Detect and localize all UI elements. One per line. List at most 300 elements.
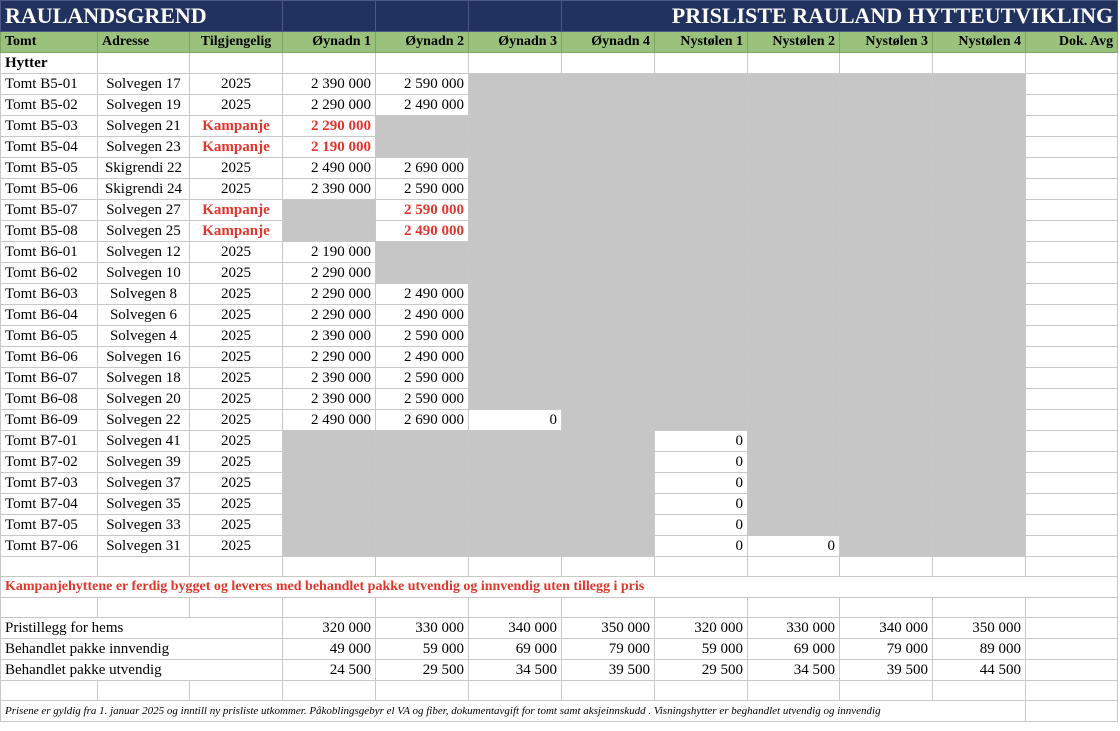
price-cell[interactable] xyxy=(283,200,376,221)
address-cell[interactable]: Solvegen 39 xyxy=(98,452,190,473)
price-cell[interactable] xyxy=(376,494,469,515)
lot-cell[interactable]: Tomt B5-06 xyxy=(1,179,98,200)
price-cell[interactable] xyxy=(562,137,655,158)
price-cell[interactable]: 2 390 000 xyxy=(283,389,376,410)
dok-avg-cell[interactable] xyxy=(1026,515,1118,536)
price-cell[interactable] xyxy=(840,179,933,200)
price-cell[interactable] xyxy=(655,326,748,347)
addon-price-cell[interactable]: 89 000 xyxy=(933,639,1026,660)
availability-cell[interactable]: 2025 xyxy=(190,410,283,431)
price-cell[interactable] xyxy=(933,494,1026,515)
price-cell[interactable] xyxy=(840,515,933,536)
price-cell[interactable] xyxy=(469,368,562,389)
column-header[interactable]: Tomt xyxy=(1,32,98,53)
addon-price-cell[interactable]: 59 000 xyxy=(376,639,469,660)
empty-cell[interactable] xyxy=(98,681,190,701)
availability-cell[interactable]: 2025 xyxy=(190,431,283,452)
price-cell[interactable] xyxy=(562,158,655,179)
availability-cell[interactable]: Kampanje xyxy=(190,137,283,158)
availability-cell[interactable]: 2025 xyxy=(190,284,283,305)
price-cell[interactable] xyxy=(748,389,840,410)
price-cell[interactable] xyxy=(283,515,376,536)
empty-cell[interactable] xyxy=(562,598,655,618)
price-cell[interactable] xyxy=(469,305,562,326)
price-cell[interactable] xyxy=(840,284,933,305)
price-cell[interactable]: 2 490 000 xyxy=(376,95,469,116)
empty-cell[interactable] xyxy=(469,598,562,618)
lot-cell[interactable]: Tomt B6-04 xyxy=(1,305,98,326)
price-cell[interactable] xyxy=(655,368,748,389)
dok-avg-cell[interactable] xyxy=(1026,74,1118,95)
price-cell[interactable]: 2 390 000 xyxy=(283,74,376,95)
price-cell[interactable] xyxy=(748,515,840,536)
lot-cell[interactable]: Tomt B7-06 xyxy=(1,536,98,557)
address-cell[interactable]: Skigrendi 24 xyxy=(98,179,190,200)
addon-price-cell[interactable]: 350 000 xyxy=(562,618,655,639)
availability-cell[interactable]: 2025 xyxy=(190,74,283,95)
dok-avg-cell[interactable] xyxy=(1026,326,1118,347)
column-header[interactable]: Dok. Avg xyxy=(1026,32,1118,53)
empty-cell[interactable] xyxy=(748,681,840,701)
lot-cell[interactable]: Tomt B5-03 xyxy=(1,116,98,137)
price-cell[interactable] xyxy=(655,284,748,305)
price-cell[interactable] xyxy=(376,242,469,263)
price-cell[interactable]: 2 490 000 xyxy=(376,347,469,368)
empty-cell[interactable] xyxy=(840,598,933,618)
price-cell[interactable] xyxy=(562,305,655,326)
price-cell[interactable] xyxy=(748,116,840,137)
availability-cell[interactable]: 2025 xyxy=(190,95,283,116)
price-cell[interactable] xyxy=(748,221,840,242)
price-cell[interactable] xyxy=(469,74,562,95)
addon-price-cell[interactable]: 320 000 xyxy=(283,618,376,639)
lot-cell[interactable]: Tomt B5-04 xyxy=(1,137,98,158)
price-cell[interactable] xyxy=(840,137,933,158)
price-cell[interactable]: 2 490 000 xyxy=(376,221,469,242)
price-cell[interactable] xyxy=(840,263,933,284)
empty-cell[interactable] xyxy=(1026,681,1118,701)
empty-cell[interactable] xyxy=(283,598,376,618)
dok-avg-cell[interactable] xyxy=(1026,431,1118,452)
price-cell[interactable] xyxy=(562,221,655,242)
addon-label[interactable]: Pristillegg for hems xyxy=(1,618,283,639)
price-cell[interactable] xyxy=(469,284,562,305)
dok-avg-cell[interactable] xyxy=(1026,410,1118,431)
address-cell[interactable]: Solvegen 4 xyxy=(98,326,190,347)
price-cell[interactable] xyxy=(655,116,748,137)
price-cell[interactable]: 2 590 000 xyxy=(376,200,469,221)
price-cell[interactable] xyxy=(840,494,933,515)
address-cell[interactable]: Solvegen 18 xyxy=(98,368,190,389)
dok-avg-cell[interactable] xyxy=(1026,263,1118,284)
column-header[interactable]: Adresse xyxy=(98,32,190,53)
price-cell[interactable] xyxy=(933,452,1026,473)
price-cell[interactable] xyxy=(283,494,376,515)
price-cell[interactable] xyxy=(376,116,469,137)
empty-cell[interactable] xyxy=(283,557,376,577)
lot-cell[interactable]: Tomt B6-08 xyxy=(1,389,98,410)
price-cell[interactable] xyxy=(562,347,655,368)
addon-price-cell[interactable]: 340 000 xyxy=(840,618,933,639)
address-cell[interactable]: Solvegen 25 xyxy=(98,221,190,242)
price-cell[interactable] xyxy=(748,242,840,263)
price-cell[interactable] xyxy=(655,389,748,410)
lot-cell[interactable]: Tomt B5-08 xyxy=(1,221,98,242)
lot-cell[interactable]: Tomt B6-07 xyxy=(1,368,98,389)
price-cell[interactable]: 2 190 000 xyxy=(283,242,376,263)
lot-cell[interactable]: Tomt B6-03 xyxy=(1,284,98,305)
availability-cell[interactable]: 2025 xyxy=(190,389,283,410)
price-cell[interactable] xyxy=(562,200,655,221)
empty-cell[interactable] xyxy=(840,557,933,577)
price-cell[interactable] xyxy=(840,305,933,326)
campaign-note[interactable]: Kampanjehyttene er ferdig bygget og leveres med behandlet pakke utvendig og innvendig uten tillegg i pris xyxy=(1,577,1118,598)
column-header[interactable]: Tilgjengelig xyxy=(190,32,283,53)
empty-cell[interactable] xyxy=(1,598,98,618)
dok-avg-cell[interactable] xyxy=(1026,452,1118,473)
price-cell[interactable] xyxy=(748,74,840,95)
price-cell[interactable] xyxy=(469,494,562,515)
availability-cell[interactable]: 2025 xyxy=(190,473,283,494)
price-cell[interactable] xyxy=(933,179,1026,200)
price-cell[interactable]: 2 290 000 xyxy=(283,305,376,326)
dok-avg-cell[interactable] xyxy=(1026,200,1118,221)
address-cell[interactable]: Solvegen 19 xyxy=(98,95,190,116)
price-cell[interactable] xyxy=(840,347,933,368)
price-cell[interactable] xyxy=(748,95,840,116)
availability-cell[interactable]: 2025 xyxy=(190,263,283,284)
availability-cell[interactable]: 2025 xyxy=(190,494,283,515)
price-cell[interactable]: 2 590 000 xyxy=(376,179,469,200)
empty-cell[interactable] xyxy=(840,681,933,701)
dok-avg-cell[interactable] xyxy=(1026,389,1118,410)
dok-avg-cell[interactable] xyxy=(1026,137,1118,158)
availability-cell[interactable]: 2025 xyxy=(190,242,283,263)
price-cell[interactable] xyxy=(840,452,933,473)
price-cell[interactable] xyxy=(562,116,655,137)
price-cell[interactable]: 2 290 000 xyxy=(283,116,376,137)
dok-avg-cell[interactable] xyxy=(1026,660,1118,681)
price-cell[interactable] xyxy=(933,305,1026,326)
dok-avg-cell[interactable] xyxy=(1026,179,1118,200)
price-cell[interactable] xyxy=(933,137,1026,158)
empty-cell[interactable] xyxy=(376,598,469,618)
address-cell[interactable]: Solvegen 31 xyxy=(98,536,190,557)
title-right[interactable]: PRISLISTE RAULAND HYTTEUTVIKLING xyxy=(562,1,1118,32)
addon-price-cell[interactable]: 39 500 xyxy=(840,660,933,681)
addon-price-cell[interactable]: 79 000 xyxy=(562,639,655,660)
price-cell[interactable]: 0 xyxy=(655,431,748,452)
empty-cell[interactable] xyxy=(1,681,98,701)
price-cell[interactable] xyxy=(283,473,376,494)
empty-cell[interactable] xyxy=(933,681,1026,701)
address-cell[interactable]: Solvegen 22 xyxy=(98,410,190,431)
price-cell[interactable] xyxy=(376,515,469,536)
price-cell[interactable]: 2 290 000 xyxy=(283,347,376,368)
column-header[interactable]: Nystølen 3 xyxy=(840,32,933,53)
price-cell[interactable] xyxy=(933,95,1026,116)
addon-price-cell[interactable]: 44 500 xyxy=(933,660,1026,681)
addon-price-cell[interactable]: 350 000 xyxy=(933,618,1026,639)
dok-avg-cell[interactable] xyxy=(1026,347,1118,368)
price-cell[interactable] xyxy=(748,368,840,389)
price-cell[interactable] xyxy=(840,242,933,263)
empty-cell[interactable] xyxy=(1026,598,1118,618)
empty-cell[interactable] xyxy=(469,557,562,577)
price-cell[interactable]: 2 590 000 xyxy=(376,74,469,95)
price-cell[interactable]: 0 xyxy=(469,410,562,431)
lot-cell[interactable]: Tomt B6-02 xyxy=(1,263,98,284)
price-cell[interactable] xyxy=(655,347,748,368)
price-cell[interactable] xyxy=(283,221,376,242)
price-cell[interactable] xyxy=(748,200,840,221)
address-cell[interactable]: Solvegen 33 xyxy=(98,515,190,536)
price-cell[interactable] xyxy=(655,200,748,221)
lot-cell[interactable]: Tomt B6-01 xyxy=(1,242,98,263)
price-cell[interactable]: 0 xyxy=(655,515,748,536)
dok-avg-cell[interactable] xyxy=(1026,473,1118,494)
addon-label[interactable]: Behandlet pakke innvendig xyxy=(1,639,283,660)
dok-avg-cell[interactable] xyxy=(1026,536,1118,557)
dok-avg-cell[interactable] xyxy=(1026,639,1118,660)
empty-cell[interactable] xyxy=(469,681,562,701)
price-cell[interactable] xyxy=(655,263,748,284)
price-cell[interactable] xyxy=(562,515,655,536)
dok-avg-cell[interactable] xyxy=(1026,221,1118,242)
empty-cell[interactable] xyxy=(283,681,376,701)
empty-cell[interactable] xyxy=(190,681,283,701)
dok-avg-cell[interactable] xyxy=(1026,284,1118,305)
dok-avg-cell[interactable] xyxy=(1026,116,1118,137)
column-header[interactable]: Øynadn 2 xyxy=(376,32,469,53)
price-cell[interactable] xyxy=(562,326,655,347)
addon-price-cell[interactable]: 69 000 xyxy=(748,639,840,660)
price-cell[interactable]: 2 590 000 xyxy=(376,326,469,347)
lot-cell[interactable]: Tomt B7-04 xyxy=(1,494,98,515)
price-cell[interactable]: 2 590 000 xyxy=(376,389,469,410)
address-cell[interactable]: Solvegen 27 xyxy=(98,200,190,221)
price-cell[interactable] xyxy=(469,158,562,179)
price-cell[interactable] xyxy=(840,536,933,557)
price-cell[interactable]: 0 xyxy=(655,473,748,494)
price-cell[interactable] xyxy=(283,431,376,452)
price-cell[interactable] xyxy=(933,158,1026,179)
addon-label[interactable]: Behandlet pakke utvendig xyxy=(1,660,283,681)
price-cell[interactable] xyxy=(748,494,840,515)
price-cell[interactable]: 0 xyxy=(655,494,748,515)
price-cell[interactable] xyxy=(933,536,1026,557)
addon-price-cell[interactable]: 69 000 xyxy=(469,639,562,660)
price-cell[interactable] xyxy=(562,431,655,452)
price-cell[interactable] xyxy=(840,389,933,410)
addon-price-cell[interactable]: 330 000 xyxy=(376,618,469,639)
price-cell[interactable] xyxy=(748,263,840,284)
availability-cell[interactable]: Kampanje xyxy=(190,116,283,137)
price-cell[interactable] xyxy=(469,116,562,137)
price-cell[interactable] xyxy=(748,473,840,494)
address-cell[interactable]: Solvegen 21 xyxy=(98,116,190,137)
price-cell[interactable] xyxy=(748,326,840,347)
price-cell[interactable] xyxy=(655,95,748,116)
price-cell[interactable]: 2 290 000 xyxy=(283,284,376,305)
address-cell[interactable]: Solvegen 37 xyxy=(98,473,190,494)
price-cell[interactable] xyxy=(376,536,469,557)
price-cell[interactable] xyxy=(840,116,933,137)
price-cell[interactable] xyxy=(933,347,1026,368)
price-cell[interactable] xyxy=(655,410,748,431)
price-cell[interactable] xyxy=(933,200,1026,221)
price-cell[interactable] xyxy=(933,263,1026,284)
price-cell[interactable] xyxy=(748,158,840,179)
addon-price-cell[interactable]: 79 000 xyxy=(840,639,933,660)
lot-cell[interactable]: Tomt B5-01 xyxy=(1,74,98,95)
address-cell[interactable]: Solvegen 6 xyxy=(98,305,190,326)
price-cell[interactable] xyxy=(748,284,840,305)
empty-cell[interactable] xyxy=(376,557,469,577)
dok-avg-cell[interactable] xyxy=(1026,95,1118,116)
empty-cell[interactable] xyxy=(190,557,283,577)
availability-cell[interactable]: 2025 xyxy=(190,347,283,368)
lot-cell[interactable]: Tomt B5-05 xyxy=(1,158,98,179)
price-cell[interactable] xyxy=(376,431,469,452)
price-cell[interactable] xyxy=(655,137,748,158)
price-cell[interactable] xyxy=(840,95,933,116)
price-cell[interactable] xyxy=(840,200,933,221)
lot-cell[interactable]: Tomt B7-01 xyxy=(1,431,98,452)
price-cell[interactable]: 2 190 000 xyxy=(283,137,376,158)
dok-avg-cell[interactable] xyxy=(1026,305,1118,326)
lot-cell[interactable]: Tomt B5-02 xyxy=(1,95,98,116)
availability-cell[interactable]: 2025 xyxy=(190,368,283,389)
address-cell[interactable]: Skigrendi 22 xyxy=(98,158,190,179)
price-cell[interactable] xyxy=(748,410,840,431)
price-cell[interactable] xyxy=(933,389,1026,410)
empty-cell[interactable] xyxy=(376,681,469,701)
dok-avg-cell[interactable] xyxy=(1026,242,1118,263)
price-cell[interactable] xyxy=(933,431,1026,452)
empty-cell[interactable] xyxy=(748,598,840,618)
price-cell[interactable] xyxy=(562,179,655,200)
empty-cell[interactable] xyxy=(190,598,283,618)
price-cell[interactable] xyxy=(840,221,933,242)
dok-avg-cell[interactable] xyxy=(1026,494,1118,515)
price-cell[interactable] xyxy=(562,389,655,410)
availability-cell[interactable]: 2025 xyxy=(190,536,283,557)
price-cell[interactable]: 2 290 000 xyxy=(283,95,376,116)
price-cell[interactable] xyxy=(933,242,1026,263)
addon-price-cell[interactable]: 320 000 xyxy=(655,618,748,639)
price-cell[interactable] xyxy=(562,242,655,263)
price-cell[interactable] xyxy=(840,410,933,431)
price-cell[interactable]: 0 xyxy=(655,536,748,557)
price-cell[interactable] xyxy=(655,158,748,179)
availability-cell[interactable]: Kampanje xyxy=(190,200,283,221)
price-cell[interactable] xyxy=(840,326,933,347)
price-cell[interactable]: 2 490 000 xyxy=(376,305,469,326)
price-cell[interactable]: 2 490 000 xyxy=(376,284,469,305)
empty-cell[interactable] xyxy=(562,557,655,577)
address-cell[interactable]: Solvegen 20 xyxy=(98,389,190,410)
price-cell[interactable] xyxy=(376,263,469,284)
section-label[interactable]: Hytter xyxy=(1,53,98,74)
price-cell[interactable] xyxy=(748,431,840,452)
lot-cell[interactable]: Tomt B7-02 xyxy=(1,452,98,473)
price-cell[interactable] xyxy=(840,74,933,95)
price-cell[interactable]: 2 490 000 xyxy=(283,410,376,431)
column-header[interactable]: Nystølen 1 xyxy=(655,32,748,53)
footer-note[interactable]: Prisene er gyldig fra 1. januar 2025 og inntill ny prisliste utkommer. Påkoblingsgebyr el VA og fiber, dokumentavgift for tomt samt aksjeinnskudd . Visningshytter er beghandlet utvendig og innvendig xyxy=(1,701,1026,722)
price-cell[interactable]: 2 590 000 xyxy=(376,368,469,389)
price-cell[interactable] xyxy=(933,473,1026,494)
availability-cell[interactable]: 2025 xyxy=(190,452,283,473)
price-cell[interactable] xyxy=(469,431,562,452)
price-cell[interactable] xyxy=(655,179,748,200)
addon-price-cell[interactable]: 39 500 xyxy=(562,660,655,681)
price-cell[interactable] xyxy=(655,221,748,242)
price-cell[interactable] xyxy=(655,242,748,263)
price-cell[interactable]: 0 xyxy=(748,536,840,557)
empty-cell[interactable] xyxy=(748,557,840,577)
dok-avg-cell[interactable] xyxy=(1026,618,1118,639)
price-cell[interactable] xyxy=(562,452,655,473)
price-cell[interactable] xyxy=(469,515,562,536)
lot-cell[interactable]: Tomt B7-05 xyxy=(1,515,98,536)
title-left[interactable]: RAULANDSGREND xyxy=(1,1,283,32)
lot-cell[interactable]: Tomt B6-09 xyxy=(1,410,98,431)
address-cell[interactable]: Solvegen 35 xyxy=(98,494,190,515)
price-cell[interactable] xyxy=(562,368,655,389)
address-cell[interactable]: Solvegen 16 xyxy=(98,347,190,368)
address-cell[interactable]: Solvegen 41 xyxy=(98,431,190,452)
column-header[interactable]: Nystølen 4 xyxy=(933,32,1026,53)
price-cell[interactable]: 2 390 000 xyxy=(283,179,376,200)
empty-cell[interactable] xyxy=(655,598,748,618)
price-cell[interactable]: 2 390 000 xyxy=(283,326,376,347)
empty-cell[interactable] xyxy=(1026,557,1118,577)
availability-cell[interactable]: 2025 xyxy=(190,326,283,347)
price-cell[interactable] xyxy=(469,389,562,410)
addon-price-cell[interactable]: 59 000 xyxy=(655,639,748,660)
price-cell[interactable] xyxy=(469,95,562,116)
price-cell[interactable] xyxy=(748,452,840,473)
addon-price-cell[interactable]: 29 500 xyxy=(655,660,748,681)
price-cell[interactable] xyxy=(376,452,469,473)
price-cell[interactable] xyxy=(376,137,469,158)
price-cell[interactable] xyxy=(562,284,655,305)
address-cell[interactable]: Solvegen 12 xyxy=(98,242,190,263)
empty-cell[interactable] xyxy=(562,681,655,701)
price-cell[interactable] xyxy=(840,368,933,389)
addon-price-cell[interactable]: 330 000 xyxy=(748,618,840,639)
price-cell[interactable] xyxy=(933,410,1026,431)
addon-price-cell[interactable]: 29 500 xyxy=(376,660,469,681)
lot-cell[interactable]: Tomt B6-06 xyxy=(1,347,98,368)
price-cell[interactable] xyxy=(562,473,655,494)
price-cell[interactable] xyxy=(469,137,562,158)
price-cell[interactable]: 2 390 000 xyxy=(283,368,376,389)
price-cell[interactable] xyxy=(562,494,655,515)
price-cell[interactable] xyxy=(562,263,655,284)
availability-cell[interactable]: 2025 xyxy=(190,179,283,200)
price-cell[interactable]: 2 690 000 xyxy=(376,410,469,431)
price-cell[interactable] xyxy=(748,347,840,368)
price-cell[interactable] xyxy=(840,431,933,452)
price-cell[interactable]: 2 690 000 xyxy=(376,158,469,179)
price-cell[interactable] xyxy=(469,221,562,242)
column-header[interactable]: Øynadn 3 xyxy=(469,32,562,53)
price-cell[interactable] xyxy=(562,410,655,431)
price-cell[interactable] xyxy=(933,515,1026,536)
